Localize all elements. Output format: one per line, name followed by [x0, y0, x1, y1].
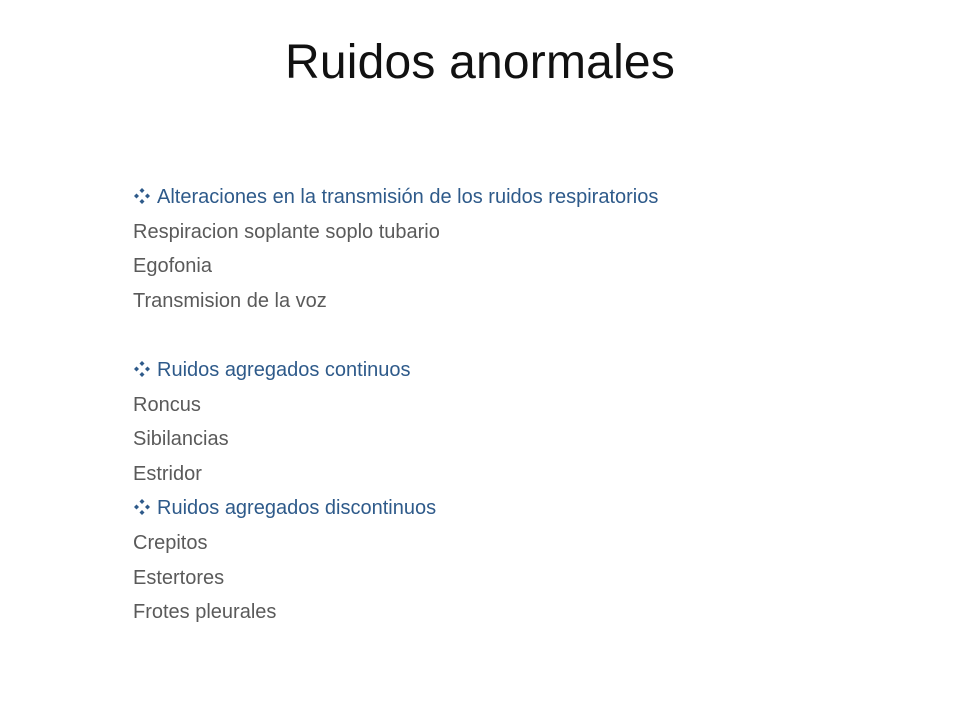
list-item: Respiracion soplante soplo tubario [133, 220, 440, 243]
list-item: Transmision de la voz [133, 289, 327, 312]
list-item: Roncus [133, 393, 201, 416]
four-diamond-bullet-icon [133, 498, 151, 516]
four-diamond-bullet-icon [133, 360, 151, 378]
section-heading-label: Ruidos agregados discontinuos [157, 497, 437, 520]
slide-content [133, 180, 913, 630]
section-heading-continuos [133, 353, 913, 388]
list-item: Estertores [133, 566, 225, 589]
list-item: Estridor [133, 462, 202, 485]
section-heading-label: Ruidos agregados continuos [157, 358, 411, 381]
spacer [133, 318, 913, 353]
section-heading-label: Alteraciones en la transmisión de los ruidos respiratorios [157, 186, 659, 208]
slide-title: Ruidos anormales [284, 36, 676, 89]
list-item: Frotes pleurales [133, 601, 277, 624]
list-item: Crepitos [133, 531, 208, 554]
list-item: Egofonia [133, 255, 212, 278]
four-diamond-bullet-icon [133, 187, 151, 205]
section-heading-transmision [133, 180, 913, 215]
list-item: Sibilancias [133, 428, 229, 451]
section-heading-discontinuos [133, 491, 913, 526]
